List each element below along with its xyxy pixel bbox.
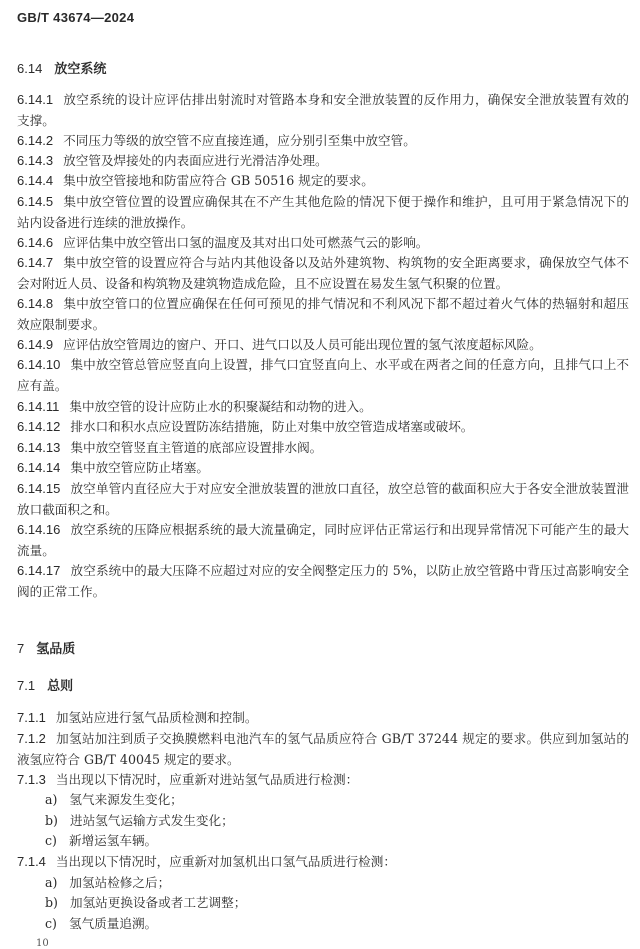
list-marker: b) [45, 813, 58, 828]
clause-text: 放空系统中的最大压降不应超过对应的安全阀整定压力的 5%，以防止放空管路中背压过高影响安全阀的正常工作。 [17, 563, 629, 599]
section-number: 7 [17, 641, 25, 656]
clause-number: 6.14.3 [17, 153, 54, 168]
clause [17, 233, 629, 254]
clause-text: 集中放空管的设计应防止水的积聚凝结和动物的进入。 [69, 399, 372, 414]
clause-text: 集中放空管口的位置应确保在任何可预见的排气情况和不利风况下都不超过着火气体的热辐射和超压效应限制要求。 [17, 296, 629, 332]
clause-text: 加氢站加注到质子交换膜燃料电池汽车的氢气品质应符合 GB/T 37244 规定的要求。供应到加氢站的液氢应符合 GB/T 40045 规定的要求。 [17, 731, 629, 767]
list-marker: c) [45, 916, 57, 931]
clause-number: 6.14.15 [17, 481, 61, 496]
clause-number: 6.14.14 [17, 460, 61, 475]
clause-number: 6.14.4 [17, 173, 54, 188]
clause-text: 集中放空管总管应竖直向上设置，排气口宜竖直向上、水平或在两者之间的任意方向，且排气口上不应有盖。 [17, 357, 629, 393]
section-number: 6.14 [17, 61, 43, 76]
clause [17, 90, 629, 131]
clause-text: 集中放空管位置的设置应确保其在不产生其他危险的情况下便于操作和维护，且可用于紧急情况下的站内设备进行连续的泄放操作。 [17, 194, 629, 230]
list-item-text: 新增运氢车辆。 [68, 833, 158, 848]
clause-number: 7.1.4 [17, 854, 46, 869]
list-marker: a) [45, 875, 58, 890]
clause-number: 6.14.6 [17, 235, 54, 250]
list-item [45, 873, 170, 894]
list-item-text: 进站氢气运输方式发生变化； [69, 813, 234, 828]
clause [17, 561, 629, 602]
list-item-text: 加氢站更换设备或者工艺调整； [69, 895, 247, 910]
clause-text: 应评估集中放空管出口氢的温度及其对出口处可燃蒸气云的影响。 [63, 235, 429, 250]
clause [17, 438, 629, 459]
clause-text: 放空系统的压降应根据系统的最大流量确定，同时应评估正常运行和出现异常情况下可能产生的最大流量。 [17, 522, 629, 558]
clause-number: 6.14.8 [17, 296, 54, 311]
clause-text: 不同压力等级的放空管不应直接连通，应分别引至集中放空管。 [63, 133, 416, 148]
clause [17, 520, 629, 561]
section-heading [17, 675, 73, 694]
list-item-text: 氢气来源发生变化； [69, 792, 183, 807]
document-id-header: GB/T 43674—2024 [17, 10, 135, 25]
section-title: 总则 [47, 678, 74, 693]
clause-number: 6.14.2 [17, 133, 54, 148]
clause [17, 151, 629, 172]
clause [17, 729, 629, 770]
clause-text: 放空单管内直径应大于对应安全泄放装置的泄放口直径，放空总管的截面积应大于各安全泄放装置泄放口截面积之和。 [17, 481, 629, 517]
clause-number: 6.14.12 [17, 419, 61, 434]
clause-text: 放空管及焊接处的内表面应进行光滑洁净处理。 [63, 153, 328, 168]
clause-number: 6.14.11 [17, 399, 60, 414]
clause-text: 集中放空管的设置应符合与站内其他设备以及站外建筑物、构筑物的安全距离要求，确保放空气体不会对附近人员、设备和构筑物及建筑物造成危险，且不应设置在易发生氢气积聚的位置。 [17, 255, 629, 291]
clause [17, 417, 629, 438]
clause-number: 7.1.3 [17, 772, 46, 787]
clause-number: 6.14.9 [17, 337, 54, 352]
clause-number: 7.1.1 [17, 710, 46, 725]
list-item-text: 加氢站检修之后； [69, 875, 171, 890]
clause-text: 集中放空管应防止堵塞。 [70, 460, 209, 475]
clause [17, 852, 629, 873]
section-number: 7.1 [17, 678, 36, 693]
clause [17, 171, 629, 192]
list-marker: a) [45, 792, 58, 807]
clause [17, 131, 629, 152]
clause-text: 放空系统的设计应评估排出射流时对管路本身和安全泄放装置的反作用力，确保安全泄放装置有效的支撑。 [17, 92, 629, 128]
page-number: 10 [36, 938, 49, 949]
clause [17, 458, 629, 479]
clause [17, 192, 629, 233]
list-marker: b) [45, 895, 58, 910]
list-item [45, 914, 157, 935]
clause-number: 6.14.1 [17, 92, 54, 107]
clause [17, 253, 629, 294]
list-item [45, 790, 183, 811]
list-item [45, 893, 246, 914]
list-item-text: 氢气质量追溯。 [68, 916, 158, 931]
clause [17, 479, 629, 520]
clause [17, 335, 629, 356]
clause-text: 加氢站应进行氢气品质检测和控制。 [55, 710, 258, 725]
section-title: 氢品质 [36, 641, 76, 656]
section-title: 放空系统 [54, 61, 107, 76]
clause [17, 355, 629, 396]
clause [17, 770, 629, 791]
clause-number: 7.1.2 [17, 731, 46, 746]
clause-number: 6.14.16 [17, 522, 61, 537]
clause-text: 集中放空管接地和防雷应符合 GB 50516 规定的要求。 [63, 173, 374, 188]
clause [17, 397, 629, 418]
clause-number: 6.14.7 [17, 255, 54, 270]
clause [17, 708, 629, 729]
list-item [45, 831, 157, 852]
clause-text: 排水口和积水点应设置防冻结措施，防止对集中放空管造成堵塞或破坏。 [70, 419, 474, 434]
clause-number: 6.14.13 [17, 440, 61, 455]
section-heading [17, 638, 75, 657]
clause-number: 6.14.17 [17, 563, 61, 578]
list-item [45, 811, 234, 832]
section-heading [17, 58, 106, 77]
list-marker: c) [45, 833, 57, 848]
clause-text: 当出现以下情况时，应重新对进站氢气品质进行检测： [55, 772, 359, 787]
clause-text: 集中放空管竖直主管道的底部应设置排水阀。 [70, 440, 323, 455]
clause-text: 应评估放空管周边的窗户、开口、进气口以及人员可能出现位置的氢气浓度超标风险。 [63, 337, 542, 352]
clause-number: 6.14.10 [17, 357, 61, 372]
clause-number: 6.14.5 [17, 194, 54, 209]
clause [17, 294, 629, 335]
clause-text: 当出现以下情况时，应重新对加氢机出口氢气品质进行检测： [55, 854, 396, 869]
